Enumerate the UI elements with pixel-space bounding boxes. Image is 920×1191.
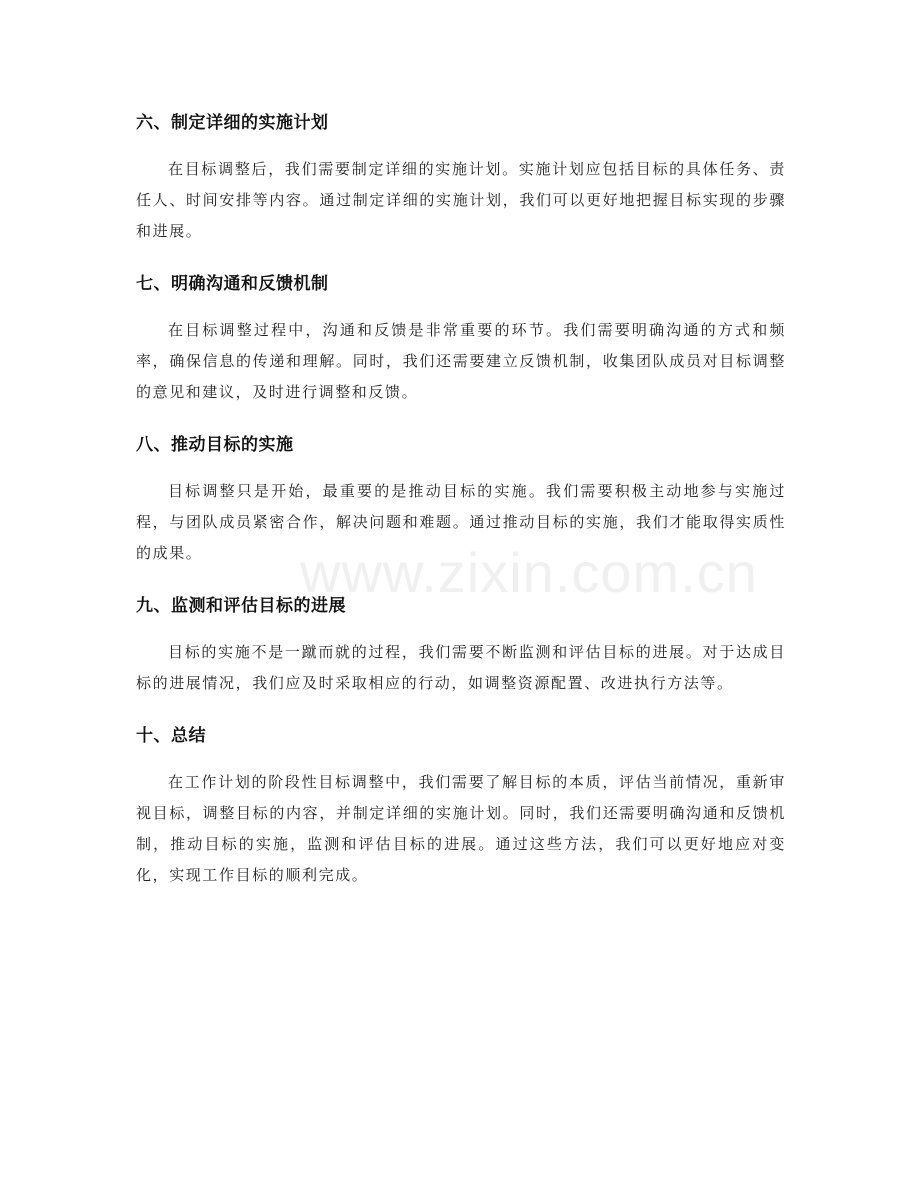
section-paragraph: 在目标调整过程中，沟通和反馈是非常重要的环节。我们需要明确沟通的方式和频率，确保信息的传递和理解。同时，我们还需要建立反馈机制，收集团队成员对目标调整的意见和建议，及时进行调整和反馈。 bbox=[136, 321, 786, 401]
section-9 bbox=[136, 591, 786, 699]
section-paragraph: 在工作计划的阶段性目标调整中，我们需要了解目标的本质，评估当前情况，重新审视目标，调整目标的内容，并制定详细的实施计划。同时，我们还需要明确沟通和反馈机制，推动目标的实施，监测和评估目标的进展。通过这些方法，我们可以更好地应对变化，实现工作目标的顺利完成。 bbox=[136, 773, 786, 884]
section-paragraph: 在目标调整后，我们需要制定详细的实施计划。实施计划应包括目标的具体任务、责任人、时间安排等内容。通过制定详细的实施计划，我们可以更好地把握目标实现的步骤和进展。 bbox=[136, 160, 786, 240]
section-heading: 九、监测和评估目标的进展 bbox=[136, 596, 346, 616]
section-heading: 七、明确沟通和反馈机制 bbox=[136, 274, 329, 294]
section-heading: 六、制定详细的实施计划 bbox=[136, 113, 329, 133]
section-6 bbox=[136, 108, 786, 247]
section-8 bbox=[136, 430, 786, 569]
document-body bbox=[136, 108, 786, 913]
section-7 bbox=[136, 269, 786, 408]
section-heading: 十、总结 bbox=[136, 726, 206, 746]
section-10 bbox=[136, 721, 786, 891]
section-paragraph: 目标调整只是开始，最重要的是推动目标的实施。我们需要积极主动地参与实施过程，与团队成员紧密合作，解决问题和难题。通过推动目标的实施，我们才能取得实质性的成果。 bbox=[136, 482, 786, 562]
section-heading: 八、推动目标的实施 bbox=[136, 435, 294, 455]
watermark-text: www.zixin.com.cn bbox=[300, 541, 758, 604]
section-paragraph: 目标的实施不是一蹴而就的过程，我们需要不断监测和评估目标的进展。对于达成目标的进展情况，我们应及时采取相应的行动，如调整资源配置、改进执行方法等。 bbox=[136, 643, 786, 692]
